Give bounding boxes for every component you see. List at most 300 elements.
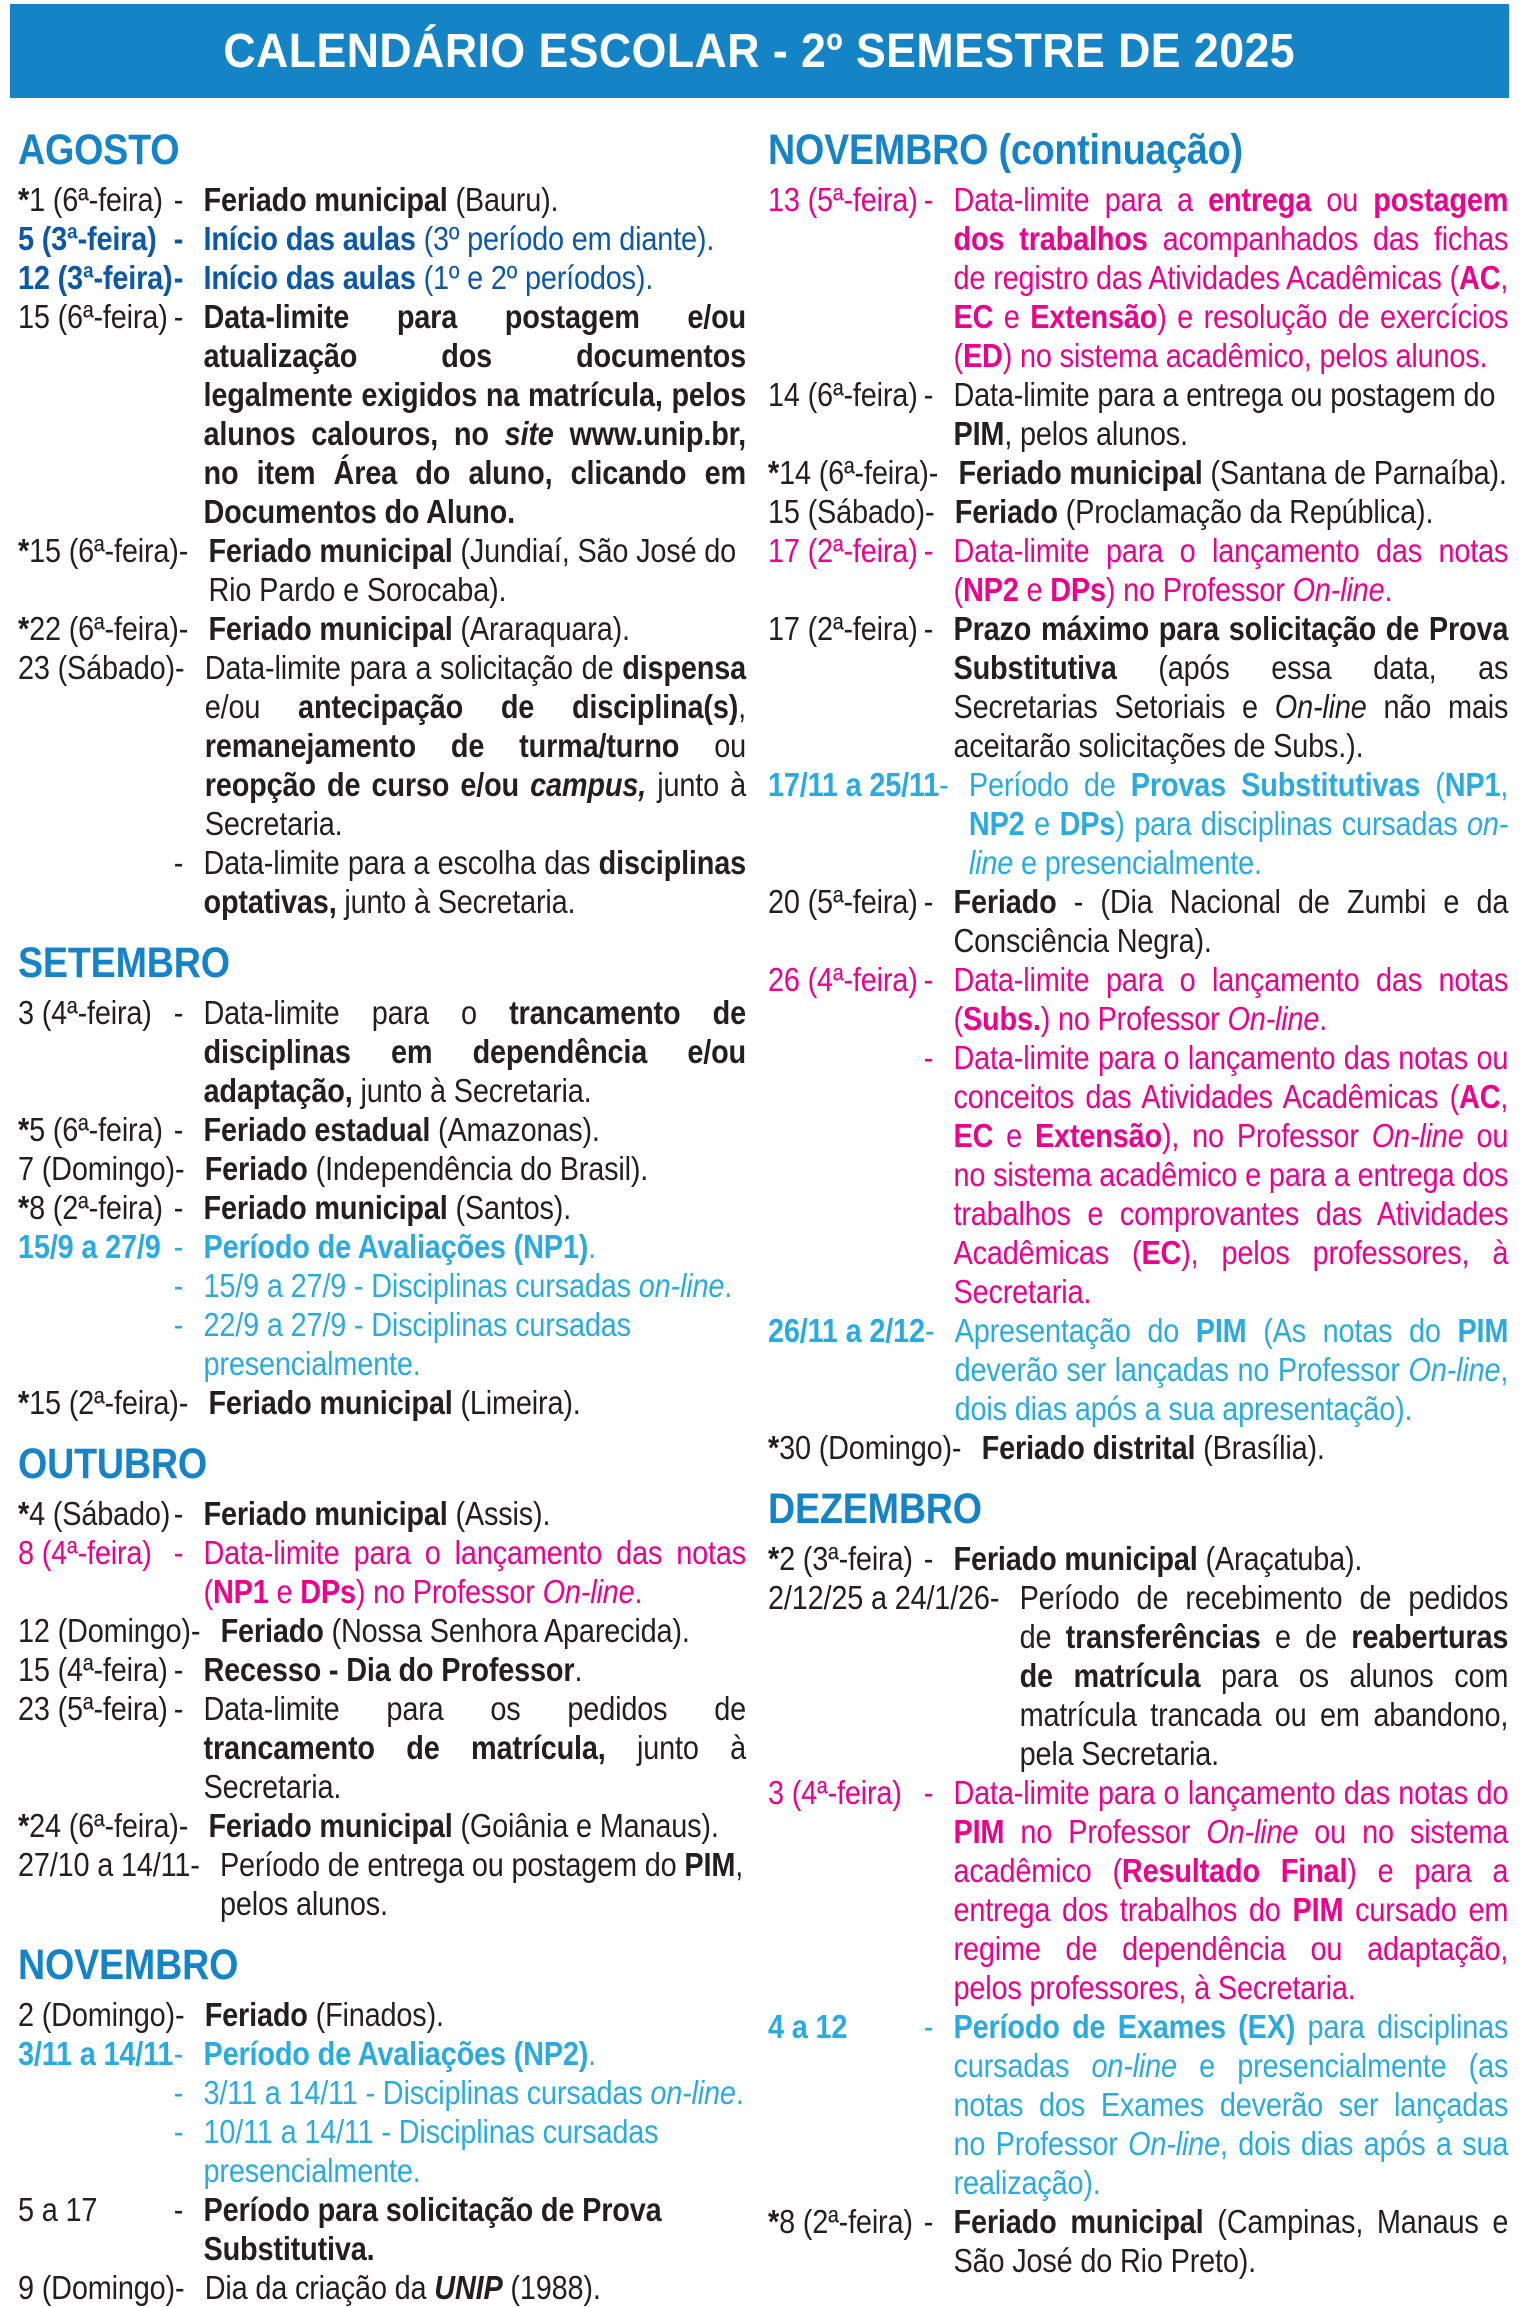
entry-dash: - bbox=[923, 883, 934, 920]
text-segment: Feriado distrital bbox=[981, 1429, 1196, 1466]
text-segment: (Amazonas). bbox=[430, 1111, 600, 1148]
text-segment: (Proclamação da República). bbox=[1057, 493, 1434, 530]
entry-date bbox=[768, 1428, 952, 1467]
entry-date bbox=[768, 2007, 924, 2046]
entry-date bbox=[18, 1227, 174, 1266]
text-segment: Feriado municipal bbox=[203, 181, 448, 218]
calendar-entry bbox=[18, 258, 746, 297]
text-segment: acompanhados das fichas de registro das Atividades Acadêmicas ( bbox=[953, 220, 1509, 296]
calendar-entry bbox=[18, 219, 746, 258]
text-segment: e bbox=[1024, 805, 1060, 842]
text-segment: . bbox=[634, 1573, 643, 1610]
text-segment: Apresentação do bbox=[954, 1312, 1196, 1349]
entry-dash: - bbox=[173, 1690, 184, 1727]
text-segment: trancamento de matrícula, bbox=[203, 1729, 606, 1766]
text-segment: junto à Secretaria. bbox=[352, 1072, 592, 1109]
text-segment: on-line bbox=[1091, 2047, 1177, 2084]
text-segment: 15/9 a 27/9 - Disciplinas cursadas bbox=[203, 1267, 639, 1304]
text-segment: campus, bbox=[530, 766, 647, 803]
text-segment: Feriado municipal bbox=[953, 1540, 1198, 1577]
entry-date bbox=[18, 2034, 174, 2073]
entry-date bbox=[18, 609, 179, 648]
text-segment: 13 (5ª-feira) bbox=[768, 181, 918, 218]
text-segment: Data-limite para o lançamento das notas do bbox=[953, 1774, 1509, 1811]
text-segment: * bbox=[18, 610, 30, 647]
calendar-entry bbox=[768, 1773, 1508, 2007]
entry-date bbox=[18, 1806, 179, 1845]
entry-dash: - bbox=[173, 298, 184, 335]
entry-body bbox=[955, 1311, 1509, 1428]
calendar-entry bbox=[18, 1266, 746, 1305]
calendar-entry bbox=[18, 1845, 746, 1923]
entry-dash: - bbox=[178, 1807, 189, 1844]
entry-body bbox=[204, 1266, 747, 1305]
entry-date bbox=[768, 882, 924, 921]
text-segment: Feriado bbox=[220, 1612, 324, 1649]
entry-dash: - bbox=[928, 454, 939, 491]
entry-body bbox=[954, 180, 1509, 375]
text-segment: 10/11 a 14/11 - Disciplinas cursadas presencialmente. bbox=[203, 2113, 659, 2189]
entry-date bbox=[18, 1383, 179, 1422]
section-title: NOVEMBRO (continuação) bbox=[768, 126, 1243, 174]
text-segment: ), no Professor bbox=[1161, 1117, 1372, 1154]
text-segment: para disciplinas cursadas bbox=[953, 2008, 1509, 2084]
text-segment: , dois dias após a sua apresentação). bbox=[954, 1351, 1509, 1427]
text-segment: NP1 bbox=[1444, 766, 1501, 803]
text-segment: UNIP bbox=[434, 2269, 503, 2306]
text-segment: Data-limite para os pedidos de bbox=[203, 1690, 746, 1727]
entry-dash: - bbox=[923, 376, 934, 413]
calendar-entry bbox=[768, 765, 1508, 882]
text-segment: para os alunos com matrícula trancada ou em abandono, pela Secretaria. bbox=[1019, 1657, 1509, 1772]
text-segment: 17/11 a 25/11 bbox=[768, 766, 940, 803]
entry-date bbox=[18, 1689, 174, 1728]
text-segment: Feriado municipal bbox=[203, 1495, 448, 1532]
text-segment: * bbox=[768, 1540, 780, 1577]
entry-body bbox=[955, 492, 1508, 531]
entry-dash: - bbox=[178, 610, 189, 647]
entry-body bbox=[982, 1428, 1509, 1467]
text-segment: (Araçatuba). bbox=[1197, 1540, 1363, 1577]
text-segment: 3 (4ª-feira) bbox=[18, 994, 152, 1031]
text-segment: DPs bbox=[300, 1573, 356, 1610]
calendar-entry bbox=[768, 2007, 1508, 2202]
entry-date bbox=[18, 1533, 174, 1572]
entry-body bbox=[204, 297, 747, 531]
text-segment: On-line bbox=[1206, 1813, 1299, 1850]
calendar-entry bbox=[768, 453, 1508, 492]
text-segment: (1º e 2º períodos). bbox=[415, 259, 654, 296]
text-segment: 23 (5ª-feira) bbox=[18, 1690, 168, 1727]
entry-dash: - bbox=[923, 1774, 934, 1811]
text-segment: (Campinas, Manaus e São José do Rio Preto). bbox=[953, 2203, 1509, 2279]
entry-dash: - bbox=[173, 181, 184, 218]
text-segment: ED bbox=[962, 337, 1003, 374]
calendar-entry bbox=[768, 492, 1508, 531]
entry-body bbox=[204, 219, 747, 258]
text-segment: 3/11 a 14/11 - Disciplinas cursadas bbox=[203, 2074, 651, 2111]
entry-date bbox=[18, 1110, 174, 1149]
text-segment: (após essa data, as Secretarias Setoriais e bbox=[953, 649, 1509, 725]
entry-dash: - bbox=[173, 1228, 184, 1265]
calendar-entry bbox=[768, 1311, 1508, 1428]
text-segment: 8 (2ª-feira) bbox=[779, 2203, 913, 2240]
entry-body bbox=[204, 2112, 747, 2190]
text-segment: e de bbox=[1260, 1618, 1352, 1655]
entry-dash: - bbox=[923, 961, 934, 998]
text-segment: Início das aulas bbox=[203, 259, 416, 296]
text-segment: no Professor bbox=[1004, 1813, 1207, 1850]
entry-dash: - bbox=[923, 2203, 934, 2240]
text-segment: Data-limite para o lançamento das notas ( bbox=[953, 961, 1509, 1037]
entry-date bbox=[18, 180, 174, 219]
text-segment: 15 (4ª-feira) bbox=[18, 1651, 168, 1688]
entry-body bbox=[958, 453, 1508, 492]
text-segment: trancamento de disciplinas em dependência e/ou adaptação, bbox=[203, 994, 746, 1109]
calendar-entry bbox=[18, 2190, 746, 2268]
calendar-entry bbox=[768, 609, 1508, 765]
text-segment: PIM bbox=[684, 1846, 736, 1883]
entry-dash: - bbox=[173, 259, 184, 296]
text-segment: e presencialmente (as notas dos Exames deverão ser lançadas no Professor bbox=[953, 2047, 1509, 2162]
text-segment: Prazo máximo para solicitação de Prova Substitutiva bbox=[953, 610, 1509, 686]
text-segment: , bbox=[1500, 1078, 1509, 1115]
calendar-entry bbox=[18, 1650, 746, 1689]
text-segment: e bbox=[268, 1573, 301, 1610]
text-segment: * bbox=[768, 1429, 780, 1466]
text-segment: ou no sistema acadêmico ( bbox=[953, 1813, 1509, 1889]
text-segment: (Jundiaí, São José do Rio Pardo e Sorocaba). bbox=[208, 532, 737, 608]
text-segment: * bbox=[18, 1807, 30, 1844]
text-segment: reaberturas de matrícula bbox=[1019, 1618, 1509, 1694]
text-segment: Data-limite para a bbox=[953, 181, 1209, 218]
text-segment: e bbox=[993, 298, 1031, 335]
text-segment: cursado em regime de dependência ou adaptação, pelos professores, à Secretaria. bbox=[953, 1891, 1509, 2006]
entry-dash: - bbox=[173, 220, 184, 257]
text-segment: 2/12/25 a 24/1/26 bbox=[768, 1579, 990, 1616]
text-segment: 12 (3ª-feira) bbox=[18, 259, 173, 296]
text-segment: Feriado bbox=[204, 1996, 308, 2033]
text-segment: EC bbox=[953, 298, 994, 335]
text-segment: (Santos). bbox=[447, 1189, 572, 1226]
entry-date bbox=[18, 993, 174, 1032]
entry-body bbox=[220, 1845, 746, 1923]
text-segment: (Bauru). bbox=[447, 181, 559, 218]
calendar-entry bbox=[18, 2112, 746, 2190]
calendar-entry bbox=[768, 180, 1508, 375]
text-segment: On-line bbox=[1292, 571, 1385, 608]
entry-body bbox=[954, 882, 1509, 960]
text-segment: EC bbox=[953, 1117, 994, 1154]
text-segment: ) e resolução de exercícios ( bbox=[953, 298, 1509, 374]
entry-dash: - bbox=[923, 1540, 934, 1577]
calendar-entry bbox=[768, 1428, 1508, 1467]
text-segment: * bbox=[18, 532, 30, 569]
calendar-entry bbox=[768, 960, 1508, 1038]
text-segment: Período para solicitação de Prova Substitutiva. bbox=[203, 2191, 662, 2267]
text-segment: Subs. bbox=[962, 1000, 1041, 1037]
text-segment: ou bbox=[679, 727, 746, 764]
text-segment: on-line bbox=[650, 2074, 736, 2111]
entry-body bbox=[204, 1494, 747, 1533]
entry-dash: - bbox=[173, 1651, 184, 1688]
entry-date bbox=[768, 453, 929, 492]
text-segment: 8 (2ª-feira) bbox=[29, 1189, 163, 1226]
text-segment: 26 (4ª-feira) bbox=[768, 961, 918, 998]
text-segment: (Independência do Brasil). bbox=[307, 1150, 649, 1187]
text-segment: 3 (4ª-feira) bbox=[768, 1774, 902, 1811]
entry-body bbox=[204, 1227, 747, 1266]
entry-body bbox=[954, 375, 1509, 453]
entry-body bbox=[204, 843, 747, 921]
text-segment: On-line bbox=[1408, 1351, 1501, 1388]
entry-date bbox=[768, 2202, 924, 2241]
entry-body bbox=[204, 993, 747, 1110]
entry-date bbox=[768, 180, 924, 219]
text-segment: 12 (Domingo) bbox=[18, 1612, 191, 1649]
text-segment: PIM bbox=[1457, 1312, 1509, 1349]
text-segment: NP1 bbox=[212, 1573, 269, 1610]
text-segment: PIM bbox=[953, 1813, 1005, 1850]
entry-body bbox=[204, 1650, 747, 1689]
entry-date bbox=[18, 1650, 174, 1689]
entry-body bbox=[204, 2034, 747, 2073]
text-segment: www.unip.br, no item Área do aluno, clicando em Documentos do Aluno. bbox=[203, 415, 746, 530]
text-segment: On-line bbox=[542, 1573, 635, 1610]
calendar-entry bbox=[768, 1038, 1508, 1311]
entry-body bbox=[954, 1539, 1509, 1578]
text-segment: DPs bbox=[1059, 805, 1116, 842]
text-segment: 7 (Domingo) bbox=[18, 1150, 175, 1187]
text-segment: 26/11 a 2/12 bbox=[768, 1312, 925, 1349]
column-right bbox=[768, 128, 1508, 2280]
text-segment: Recesso - Dia do Professor bbox=[203, 1651, 575, 1688]
entry-body bbox=[204, 1110, 747, 1149]
calendar-entry bbox=[18, 297, 746, 531]
text-segment: reopção de curso e/ou bbox=[204, 766, 531, 803]
calendar-entry bbox=[18, 1611, 746, 1650]
entry-dash: - bbox=[173, 2191, 184, 2228]
text-segment: * bbox=[18, 181, 30, 218]
entry-body bbox=[954, 531, 1509, 609]
entry-date bbox=[18, 648, 175, 687]
calendar-entry bbox=[18, 180, 746, 219]
text-segment: 22/9 a 27/9 - Disciplinas cursadas presencialmente. bbox=[203, 1306, 631, 1382]
text-segment: Período de Avaliações (NP2) bbox=[203, 2035, 589, 2072]
text-segment: Dia da criação da bbox=[204, 2269, 435, 2306]
calendar-entry bbox=[18, 1110, 746, 1149]
text-segment: e bbox=[993, 1117, 1035, 1154]
entry-dash: - bbox=[173, 2113, 184, 2150]
text-segment: 17 (2ª-feira) bbox=[768, 610, 918, 647]
text-segment: ) para disciplinas cursadas bbox=[1115, 805, 1468, 842]
text-segment: (Limeira). bbox=[452, 1384, 581, 1421]
text-segment: . bbox=[1319, 1000, 1328, 1037]
text-segment: 15 (6ª-feira) bbox=[18, 298, 168, 335]
text-segment: Provas Substitutivas bbox=[1130, 766, 1421, 803]
text-segment: On-line bbox=[1128, 2125, 1220, 2162]
text-segment: 14 (6ª-feira) bbox=[768, 376, 918, 413]
text-segment: Feriado bbox=[953, 883, 1057, 920]
text-segment: , bbox=[1500, 766, 1509, 803]
text-segment: PIM bbox=[1195, 1312, 1247, 1349]
calendar-entry bbox=[18, 1227, 746, 1266]
text-segment: ( bbox=[1420, 766, 1445, 803]
text-segment: Feriado municipal bbox=[953, 2203, 1204, 2240]
text-segment: disciplinas optativas, bbox=[203, 844, 746, 920]
text-segment: - (Dia Nacional de Zumbi e da Consciência Negra). bbox=[953, 883, 1509, 959]
text-segment: (Goiânia e Manaus). bbox=[452, 1807, 719, 1844]
text-segment: 27/10 a 14/11 bbox=[18, 1846, 191, 1883]
calendar-entry bbox=[18, 1689, 746, 1806]
text-segment: on-line bbox=[968, 805, 1509, 881]
entry-dash: - bbox=[923, 181, 934, 218]
text-segment: transferências bbox=[1065, 1618, 1261, 1655]
text-segment: site bbox=[504, 415, 554, 452]
entry-date bbox=[768, 1773, 924, 1812]
entry-dash: - bbox=[173, 1495, 184, 1532]
text-segment: * bbox=[18, 1384, 30, 1421]
text-segment: Feriado municipal bbox=[208, 610, 453, 647]
entry-body bbox=[204, 258, 747, 297]
text-segment: ) no Professor bbox=[1105, 571, 1293, 608]
text-segment: 5 a 17 bbox=[18, 2191, 98, 2228]
text-segment: junto à Secretaria. bbox=[203, 1729, 747, 1805]
entry-dash: - bbox=[923, 1039, 934, 1076]
text-segment: Feriado municipal bbox=[208, 1384, 453, 1421]
entry-dash: - bbox=[173, 1189, 184, 1226]
text-segment: PIM bbox=[1292, 1891, 1344, 1928]
text-segment: * bbox=[18, 1495, 30, 1532]
text-segment: , bbox=[1500, 259, 1509, 296]
calendar-entry bbox=[18, 843, 746, 921]
text-segment: Feriado municipal bbox=[203, 1189, 448, 1226]
text-segment: 2 (3ª-feira) bbox=[779, 1540, 913, 1577]
text-segment: Período de recebimento de pedidos de bbox=[1019, 1579, 1509, 1655]
calendar-entry bbox=[18, 609, 746, 648]
entry-dash: - bbox=[173, 1111, 184, 1148]
text-segment: NP2 bbox=[968, 805, 1025, 842]
calendar-entry bbox=[18, 1806, 746, 1845]
entry-dash: - bbox=[178, 532, 189, 569]
entry-dash: - bbox=[175, 649, 185, 686]
entry-body bbox=[204, 1188, 747, 1227]
text-segment: Feriado municipal bbox=[958, 454, 1203, 491]
entry-date bbox=[18, 1494, 174, 1533]
text-segment: Data-limite para o lançamento das notas ( bbox=[203, 1534, 746, 1610]
calendar-entry bbox=[768, 882, 1508, 960]
text-segment: . bbox=[735, 2074, 744, 2111]
calendar-entry bbox=[18, 1494, 746, 1533]
text-segment: (As notas do bbox=[1246, 1312, 1458, 1349]
text-segment: Feriado bbox=[954, 493, 1058, 530]
text-segment: 8 (4ª-feira) bbox=[18, 1534, 152, 1571]
header-bar bbox=[10, 4, 1509, 98]
calendar-entry bbox=[18, 2073, 746, 2112]
text-segment: deverão ser lançadas no Professor bbox=[954, 1351, 1409, 1388]
calendar-entry bbox=[768, 531, 1508, 609]
entry-dash: - bbox=[951, 1429, 962, 1466]
text-segment: Período de Avaliações (NP1) bbox=[203, 1228, 589, 1265]
text-segment: 5 (6ª-feira) bbox=[29, 1111, 163, 1148]
entry-dash: - bbox=[923, 610, 934, 647]
text-segment: . bbox=[588, 2035, 597, 2072]
calendar-entry bbox=[18, 1188, 746, 1227]
text-segment: (Santana de Parnaíba). bbox=[1202, 454, 1507, 491]
text-segment: * bbox=[18, 1111, 30, 1148]
text-segment: 4 a 12 bbox=[768, 2008, 848, 2045]
text-segment: Data-limite para o lançamento das notas ou conceitos das Atividades Acadêmicas ( bbox=[953, 1039, 1509, 1115]
text-segment: ) no Professor bbox=[1040, 1000, 1228, 1037]
text-segment: junto à Secretaria. bbox=[204, 766, 746, 842]
text-segment: antecipação de disciplina(s) bbox=[298, 688, 739, 725]
entry-date bbox=[18, 2190, 174, 2229]
section-title: AGOSTO bbox=[18, 126, 180, 174]
entry-body bbox=[969, 765, 1508, 882]
text-segment: e/ou bbox=[204, 688, 299, 725]
text-segment: (Araraquara). bbox=[452, 610, 630, 647]
text-segment: PIM bbox=[953, 415, 1005, 452]
entry-date bbox=[18, 1611, 191, 1650]
text-segment: (Finados). bbox=[307, 1996, 444, 2033]
text-segment: . bbox=[588, 1228, 597, 1265]
entry-dash: - bbox=[925, 493, 935, 530]
calendar-entry bbox=[18, 2268, 746, 2307]
calendar-entry bbox=[768, 1539, 1508, 1578]
entry-body bbox=[204, 2190, 747, 2268]
text-segment: Feriado bbox=[204, 1150, 308, 1187]
entry-date bbox=[768, 609, 924, 648]
text-segment: não mais aceitarão solicitações de Subs.). bbox=[953, 688, 1509, 764]
entry-body bbox=[204, 180, 747, 219]
entry-body bbox=[954, 2007, 1509, 2202]
text-segment: Extensão bbox=[1030, 298, 1158, 335]
text-segment: NP2 bbox=[962, 571, 1019, 608]
text-segment: junto à Secretaria. bbox=[336, 883, 576, 920]
text-segment: 15/9 a 27/9 bbox=[18, 1228, 161, 1265]
entry-date bbox=[768, 1578, 990, 1617]
text-segment: . bbox=[724, 1267, 733, 1304]
text-segment: On-line bbox=[1227, 1000, 1320, 1037]
entry-body bbox=[208, 609, 746, 648]
entry-date bbox=[18, 1188, 174, 1227]
entry-body bbox=[205, 648, 746, 843]
entry-body bbox=[954, 2202, 1509, 2280]
entry-body bbox=[204, 2073, 747, 2112]
text-segment: remanejamento de turma/turno bbox=[204, 727, 680, 764]
text-segment: AC bbox=[1459, 259, 1501, 296]
calendar-entry bbox=[18, 1305, 746, 1383]
entry-dash: - bbox=[173, 994, 184, 1031]
text-segment: EC bbox=[1141, 1234, 1182, 1271]
entry-date bbox=[18, 1845, 190, 1884]
entry-dash: - bbox=[173, 1267, 184, 1304]
text-segment: 23 (Sábado) bbox=[18, 649, 176, 686]
text-segment: Data-limite para a entrega ou postagem do bbox=[953, 376, 1496, 413]
section-title: NOVEMBRO bbox=[18, 1941, 239, 1989]
text-segment: entrega bbox=[1208, 181, 1312, 218]
entry-body bbox=[205, 1149, 746, 1188]
text-segment: 15 (2ª-feira) bbox=[29, 1384, 179, 1421]
entry-body bbox=[1020, 1578, 1509, 1773]
text-segment: e presencialmente. bbox=[1013, 844, 1262, 881]
text-segment: e bbox=[1018, 571, 1051, 608]
entry-body bbox=[208, 1383, 746, 1422]
entry-dash: - bbox=[178, 1384, 189, 1421]
text-segment: Extensão bbox=[1034, 1117, 1162, 1154]
text-segment: 20 (5ª-feira) bbox=[768, 883, 918, 920]
text-segment: , dois dias após a sua realização). bbox=[953, 2125, 1509, 2201]
